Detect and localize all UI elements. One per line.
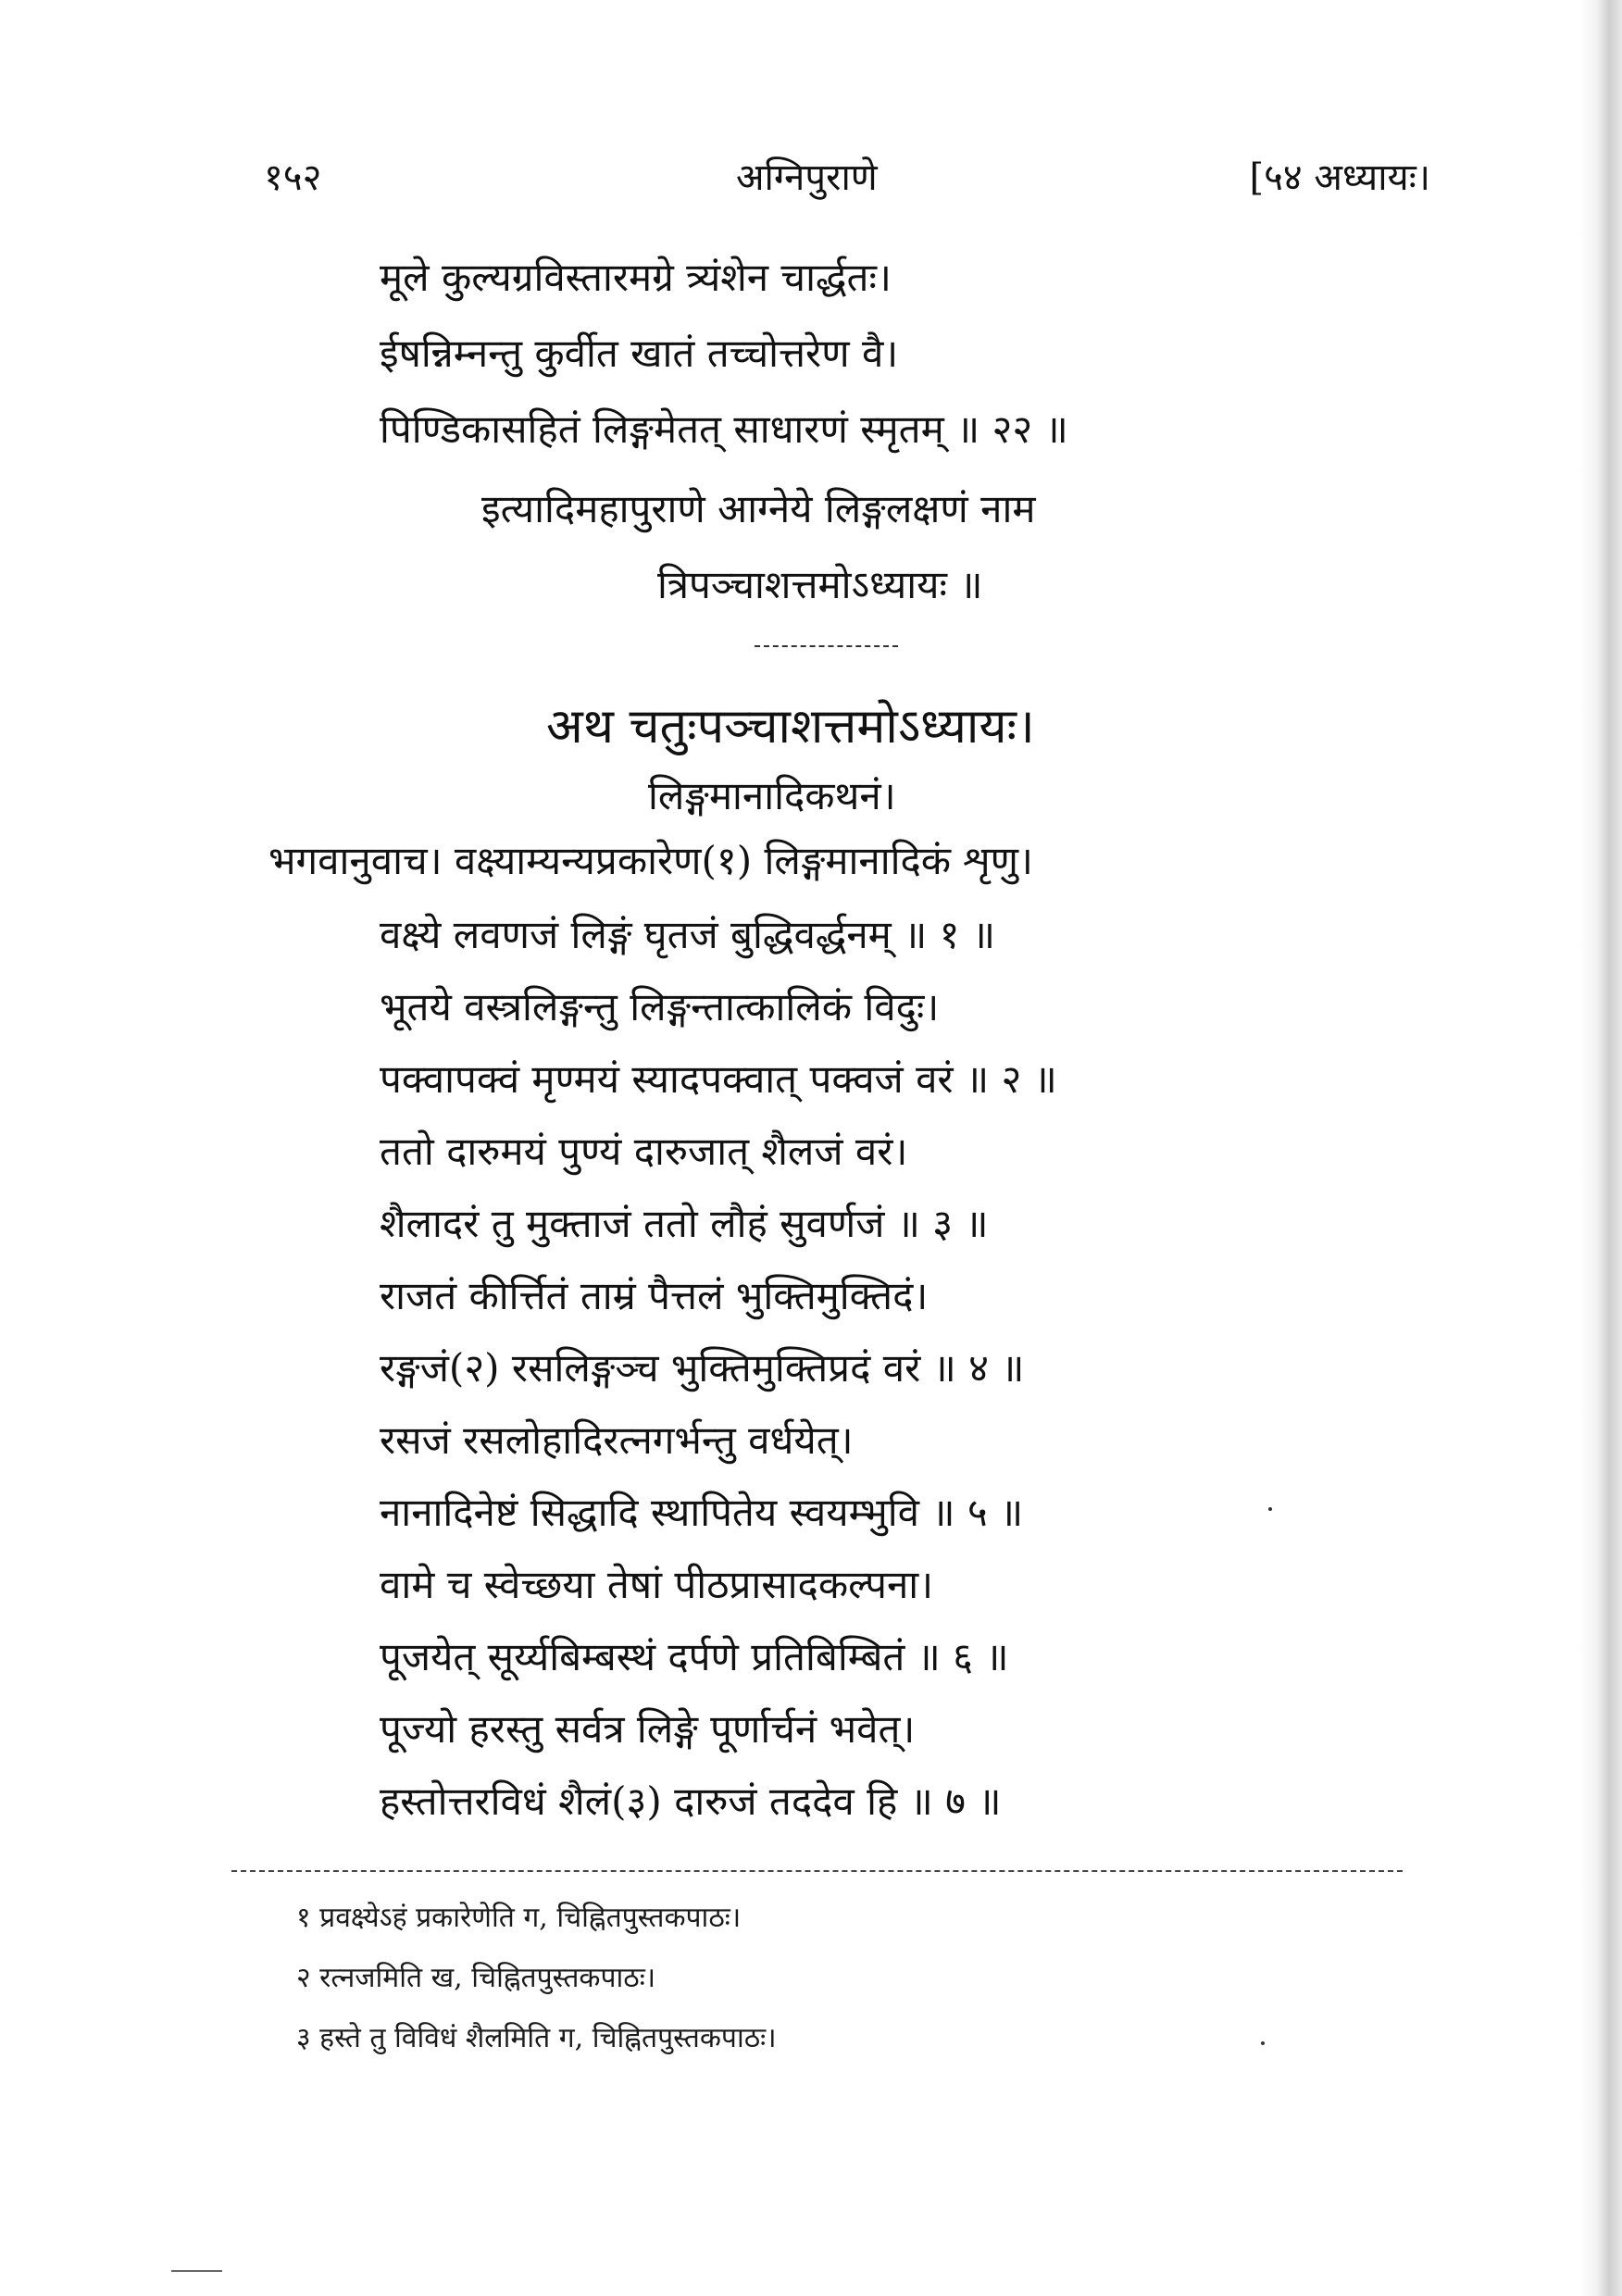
verse-line: मूले कुल्यग्रविस्तारमग्रे त्र्यंशेन चार्द्धतः। <box>380 255 892 300</box>
verse-line: ततो दारुमयं पुण्यं दारुजात् शैलजं वरं। <box>380 1129 908 1174</box>
verse-line: राजतं कीर्त्तितं ताम्रं पैत्तलं भुक्तिमुक्तिदं। <box>380 1273 929 1318</box>
verse-line: पक्वापक्वं मृण्मयं स्यादपक्वात् पक्वजं वरं ॥ २ ॥ <box>380 1056 1057 1102</box>
scan-speck <box>1268 1507 1272 1511</box>
colophon-line: त्रिपञ्चाशत्तमोऽध्यायः ॥ <box>657 562 983 607</box>
footnote: १ प्रवक्ष्येऽहं प्रकारेणेति ग, चिह्नितपुस्तकपाठः। <box>296 1902 742 1934</box>
verse-line: भूतये वस्त्रलिङ्गन्तु लिङ्गन्तात्कालिकं विदुः। <box>380 984 940 1029</box>
colophon-line: इत्यादिमहापुराणे आग्नेये लिङ्गलक्षणं नाम <box>481 486 1036 531</box>
book-title: अग्निपुराणे <box>736 156 878 199</box>
verse-line: वक्ष्ये लवणजं लिङ्गं घृतजं बुद्धिवर्द्धनम् ॥ १ ॥ <box>380 912 995 957</box>
footnote-divider <box>231 1870 1403 1872</box>
chapter-heading: अथ चतुःपञ्चाशत्तमोऽध्यायः। <box>546 699 1035 755</box>
speaker-line: भगवानुवाच। वक्ष्याम्यन्यप्रकारेण(१) लिङ्गमानादिकं शृणु। <box>268 838 1033 883</box>
verse-line: पिण्डिकासहितं लिङ्गमेतत् साधारणं स्मृतम् ॥ २२ ॥ <box>380 406 1068 452</box>
verse-line: नानादिनेष्टं सिद्धादि स्थापितेय स्वयम्भुवि ॥ ५ ॥ <box>380 1490 1024 1535</box>
footnote: ३ हस्ते तु विविधं शैलमिति ग, चिह्नितपुस्तकपाठः। <box>296 2022 777 2054</box>
scan-speck <box>1261 2041 1265 2045</box>
page-number: १५२ <box>264 156 322 199</box>
verse-line: रसजं रसलोहादिरत्नगर्भन्तु वर्धयेत्। <box>380 1417 854 1463</box>
scan-mark <box>171 2270 222 2272</box>
verse-line: रङ्गजं(२) रसलिङ्गञ्च भुक्तिमुक्तिप्रदं वरं ॥ ४ ॥ <box>380 1345 1025 1391</box>
verse-line: वामे च स्वेच्छया तेषां पीठप्रासादकल्पना। <box>380 1562 934 1607</box>
chapter-marker: [५४ अध्यायः। <box>1249 156 1430 199</box>
page-scan-edge <box>1579 0 1622 2296</box>
verse-line: हस्तोत्तरविधं शैलं(३) दारुजं तददेव हि ॥ ७ ॥ <box>380 1778 1002 1824</box>
verse-line: पूजयेत् सूर्य्यबिम्बस्थं दर्पणे प्रतिबिम्बितं ॥ ६ ॥ <box>380 1634 1009 1679</box>
section-divider <box>755 645 898 647</box>
chapter-subtitle: लिङ्गमानादिकथनं। <box>648 773 896 818</box>
verse-line: शैलादरं तु मुक्ताजं ततो लौहं सुवर्णजं ॥ ३ ॥ <box>380 1201 989 1246</box>
running-header <box>264 150 1430 206</box>
verse-line: ईषन्निम्नन्तु कुर्वीत खातं तच्चोत्तरेण वै। <box>380 331 899 376</box>
footnote: २ रत्नजमिति ख, चिह्नितपुस्तकपाठः। <box>296 1962 656 1994</box>
verse-line: पूज्यो हरस्तु सर्वत्र लिङ्गे पूर्णार्चनं भवेत्। <box>380 1706 916 1752</box>
